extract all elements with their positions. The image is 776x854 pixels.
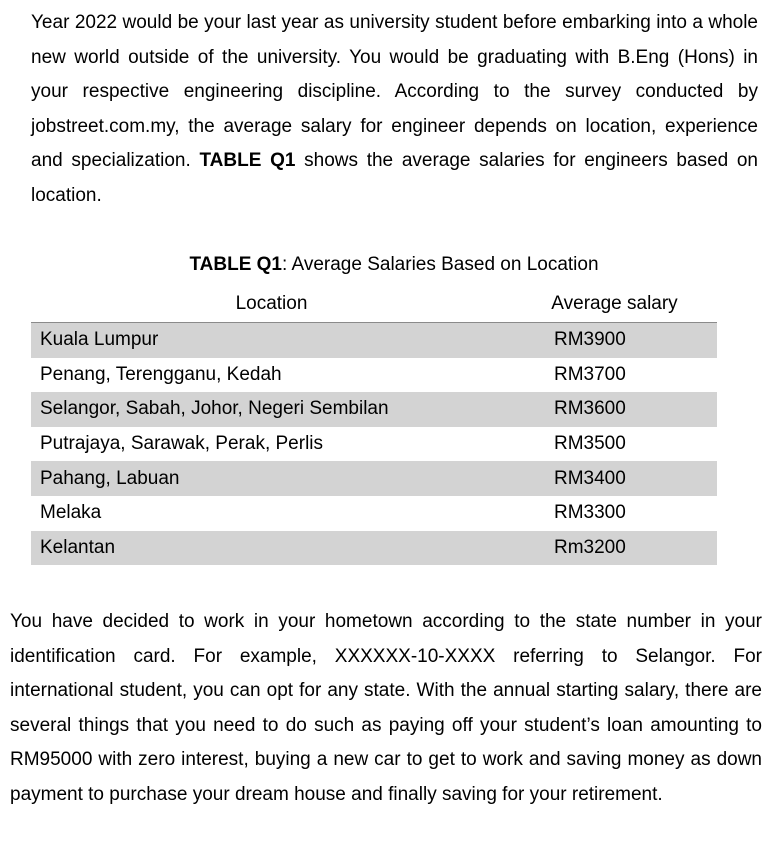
salary-cell: Rm3200 [554, 536, 626, 558]
header-location: Location [235, 293, 308, 314]
table-row [31, 392, 717, 427]
outro-paragraph: You have decided to work in your hometown according to the state number in your identification card. For example, XXXXXX-10-XXXX referring to Selangor. For international student, you can opt for any state. With the annual starting salary, there are several things that you need to do such as paying off your student’s loan amounting to RM95000 with zero interest, buying a new car to get to work and saving money as down payment to purchase your dream house and finally saving for your retirement. [10, 611, 762, 805]
table-caption-label: TABLE Q1 [189, 254, 282, 275]
salary-cell: RM3300 [554, 502, 626, 524]
table-row [31, 358, 717, 393]
location-cell: Selangor, Sabah, Johor, Negeri Sembilan [40, 398, 389, 420]
salary-cell: RM3400 [554, 467, 626, 489]
intro-text-before: Year 2022 would be your last year as university student before embarking into a whole new world outside of the university. You would be graduating with B.Eng (Hons) in your respective engineering discipline. According to the survey conducted by jobstreet.com.my, the average salary for engineer depends on location, experience and specialization. [31, 12, 758, 171]
table-row [31, 323, 717, 358]
salary-cell: RM3600 [554, 398, 626, 420]
table-row [31, 496, 717, 531]
location-cell: Kelantan [40, 536, 116, 558]
table-caption-title: : Average Salaries Based on Location [282, 254, 599, 275]
salary-cell: RM3900 [554, 329, 626, 351]
table-row [31, 531, 717, 566]
location-cell: Putrajaya, Sarawak, Perak, Perlis [40, 433, 324, 455]
salary-table [31, 286, 717, 565]
intro-paragraph [31, 6, 758, 213]
salary-cell: RM3700 [554, 363, 626, 385]
intro-table-reference: TABLE Q1 [199, 150, 296, 171]
location-cell: Pahang, Labuan [40, 467, 180, 489]
header-average-salary: Average salary [551, 293, 678, 314]
table-row [31, 461, 717, 496]
table-row [31, 427, 717, 462]
location-cell: Melaka [40, 502, 102, 524]
salary-cell: RM3500 [554, 433, 626, 455]
intro-text-after: shows the average salaries for engineers based on location. [31, 150, 759, 206]
location-cell: Penang, Terengganu, Kedah [40, 363, 282, 385]
table-caption [0, 252, 776, 278]
table-header-row [31, 286, 717, 323]
location-cell: Kuala Lumpur [40, 329, 159, 351]
